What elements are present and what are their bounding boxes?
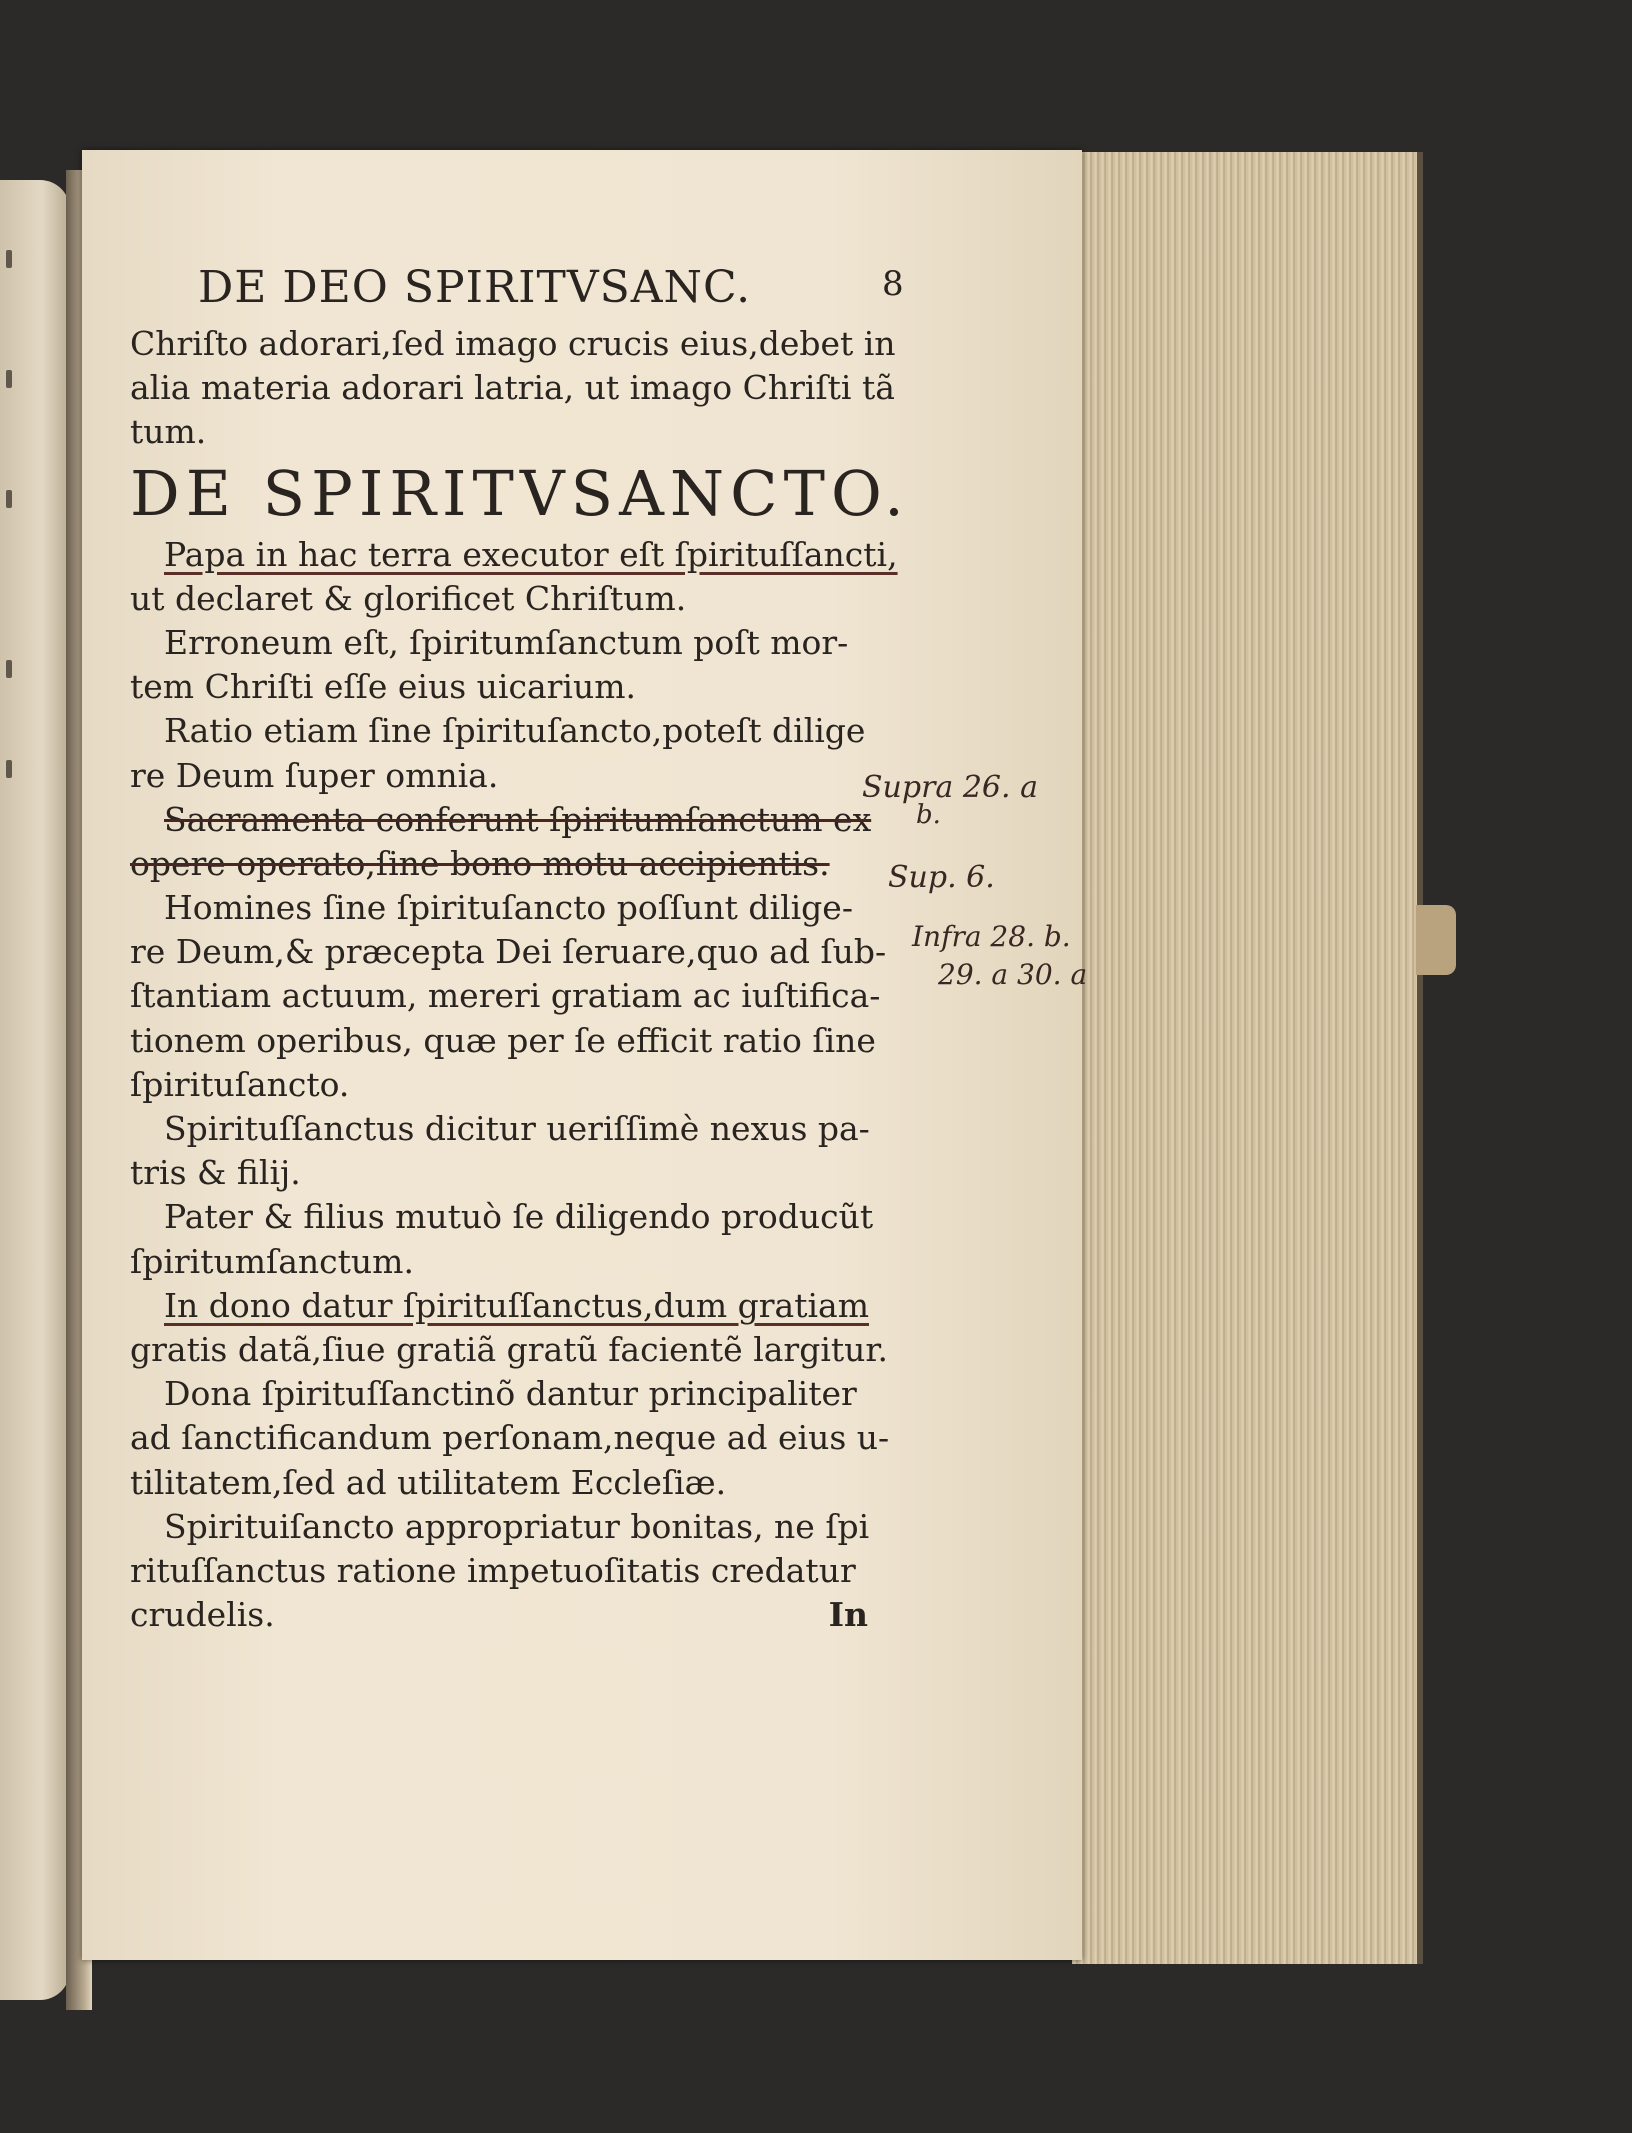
text-line: rituſſanctus ratione impetuoſitatis credatur	[130, 1550, 856, 1590]
page-header	[130, 262, 920, 322]
text-line: gratis datã,ſiue gratiã gratũ facientẽ largitur.	[130, 1329, 889, 1369]
facing-page-ink-mark	[6, 250, 12, 268]
text-line: In dono datur ſpirituſſanctus,dum gratiam	[164, 1285, 869, 1325]
text-line: Sacramenta conferunt ſpiritumſanctum ex	[164, 799, 872, 839]
text-line: tem Chriſti eſſe eius uicarium.	[130, 667, 636, 707]
text-line: Ratio etiam ſine ſpirituſancto,poteſt dilige	[164, 711, 866, 751]
text-line: Dona ſpirituſſanctinõ dantur principaliter	[164, 1374, 857, 1414]
text-line	[130, 1593, 920, 1637]
text-line: tum.	[130, 412, 207, 452]
text-line: Erroneum eſt, ſpiritumſanctum poſt mor-	[164, 622, 849, 662]
text-line: opere operato,ſine bono motu accipientis.	[130, 843, 830, 883]
text-line-last: crudelis.	[130, 1595, 275, 1635]
text-line: Homines ſine ſpirituſancto poſſunt dilige-	[164, 888, 853, 928]
facing-page-left	[0, 180, 70, 2000]
marginal-note: Sup. 6.	[888, 860, 995, 895]
text-line: ut declaret & glorificet Chriſtum.	[130, 578, 687, 618]
bookmark-tab	[1416, 905, 1456, 975]
text-line: re Deum,& præcepta Dei ſeruare,quo ad ſub-	[130, 932, 887, 972]
marginal-note: Supra 26. a	[862, 770, 1038, 805]
page-number: 8	[882, 264, 905, 304]
facing-page-ink-mark	[6, 370, 12, 388]
text-line: re Deum ſuper omnia.	[130, 755, 499, 795]
text-line: alia materia adorari latria, ut imago Chriſti tã	[130, 368, 895, 408]
catchword: In	[828, 1595, 868, 1635]
text-line: tilitatem,ſed ad utilitatem Eccleſiæ.	[130, 1462, 727, 1502]
facing-page-ink-mark	[6, 660, 12, 678]
marginal-note: Infra 28. b.	[912, 920, 1071, 953]
text-line: Pater & filius mutuò ſe diligendo producũt	[164, 1197, 874, 1237]
text-line: tris & filij.	[130, 1153, 301, 1193]
text-line: tionem operibus, quæ per ſe efficit ratio ſine	[130, 1020, 876, 1060]
facing-page-ink-mark	[6, 490, 12, 508]
text-line: ad ſanctificandum perſonam,neque ad eius u-	[130, 1418, 890, 1458]
marginal-note: 29. a 30. a	[938, 958, 1088, 991]
text-line: Spirituſſanctus dicitur ueriſſimè nexus pa-	[164, 1109, 870, 1148]
text-line: ſtantiam actuum, mereri gratiam ac iuſtifica-	[130, 976, 881, 1016]
page-fore-edge	[1072, 152, 1423, 1964]
text-line: ſpirituſancto.	[130, 1064, 350, 1104]
text-line: Papa in hac terra executor eſt ſpirituſſancti,	[164, 534, 898, 574]
text-line: Chriſto adorari,ſed imago crucis eius,debet in	[130, 324, 896, 363]
marginal-note: b.	[916, 800, 941, 830]
running-head: DE DEO SPIRITVSANC.	[198, 262, 752, 313]
text-line: Spirituiſancto appropriatur bonitas, ne ſpi	[164, 1506, 870, 1546]
section-heading: DE SPIRITVSANCTO.	[130, 456, 910, 530]
page-text	[130, 262, 920, 1637]
text-line: ſpiritumſanctum.	[130, 1241, 414, 1281]
facing-page-ink-mark	[6, 760, 12, 778]
